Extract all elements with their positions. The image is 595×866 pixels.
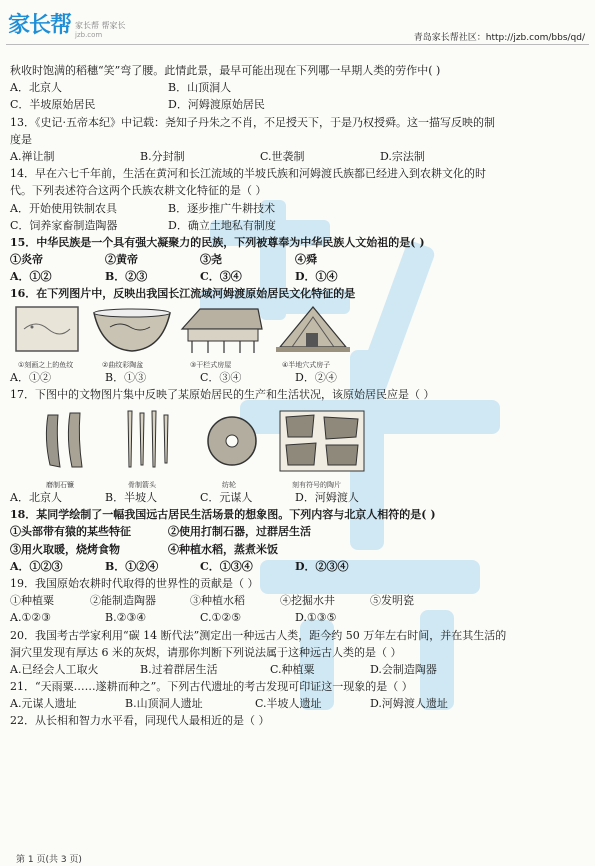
figure-caption-3: ③干栏式房屋 <box>190 360 232 369</box>
spinning-wheel-image <box>204 413 260 469</box>
question-20 <box>10 627 585 679</box>
question-13 <box>10 114 585 166</box>
item-2: ②使用打制石器，过群居生活 <box>168 525 311 539</box>
page-header <box>0 0 595 44</box>
fish-pattern-image <box>14 303 82 355</box>
figure-caption-2: 骨制箭头 <box>128 481 156 489</box>
figure-caption-4: ④半地穴式房子 <box>282 360 331 369</box>
option-a[interactable]: A．①② <box>10 270 52 284</box>
option-b[interactable]: B．半坡人 <box>105 491 158 504</box>
question-21 <box>10 678 585 712</box>
option-d[interactable]: D．②③④ <box>295 559 349 573</box>
question-13-stem: 13．《史记·五帝本纪》中记载：尧知子丹朱之不肖，不足授天下，于是乃权授舜。这一描写反映的制 <box>10 115 495 129</box>
question-15 <box>10 234 585 286</box>
item-5: ⑤发明瓷 <box>370 594 414 608</box>
question-20-stem-cont: 洞穴里发现有厚达 6 米的灰烬，请那你判断下列说法属于这种远古人类的是（ ） <box>10 645 402 659</box>
question-15-stem: 15．中华民族是一个具有强大凝聚力的民族，下列被尊奉为中华民族人文始祖的是( ) <box>10 235 425 249</box>
item-3: ③尧 <box>200 253 222 267</box>
option-d[interactable]: D.①③⑤ <box>295 611 337 625</box>
option-a[interactable]: A.元谋人遗址 <box>10 697 77 711</box>
logo-slogan: 家长帮 帮家长 <box>75 21 126 30</box>
option-a[interactable]: A．北京人 <box>10 81 62 95</box>
question-20-stem: 20．我国考古学家利用“碳 14 断代法”测定出一种远古人类，距今约 50 万年左右时间，并在其生活的 <box>10 628 507 642</box>
option-a[interactable]: A.已经会人工取火 <box>10 662 99 676</box>
option-c[interactable]: C．③④ <box>200 370 242 384</box>
option-c[interactable]: C.种植粟 <box>270 662 315 676</box>
option-c[interactable]: C.①②⑤ <box>200 611 242 625</box>
option-d[interactable]: D．①④ <box>295 270 338 284</box>
logo-site: jzb.com <box>75 31 103 39</box>
option-b[interactable]: B．②③ <box>105 270 148 284</box>
option-a[interactable]: A．北京人 <box>10 491 62 504</box>
page-number: 第 1 页(共 3 页) <box>16 855 82 865</box>
item-2: ②能制造陶器 <box>90 594 156 608</box>
option-b[interactable]: B．①③ <box>105 370 147 384</box>
question-17 <box>10 386 585 506</box>
option-c[interactable]: C.半坡人遗址 <box>255 697 322 711</box>
option-d[interactable]: D．河姆渡原始居民 <box>168 98 265 112</box>
option-b[interactable]: B．逐步推广牛耕技术 <box>168 201 276 215</box>
option-c[interactable]: C．饲养家畜制造陶器 <box>10 218 118 232</box>
option-a[interactable]: A.①②③ <box>10 611 52 625</box>
option-a[interactable]: A．①② <box>10 370 51 384</box>
option-b[interactable]: B.②③④ <box>105 611 147 625</box>
painted-pottery-basin-image <box>90 303 174 355</box>
option-c[interactable]: C.世袭制 <box>260 149 305 163</box>
stone-sickle-image <box>40 409 90 471</box>
community-link[interactable]: 青岛家长帮社区：http://jzb.com/bbs/qd/ <box>413 33 585 43</box>
figure-caption-3: 纺轮 <box>222 481 236 489</box>
option-b[interactable]: B.过着群居生活 <box>140 662 218 676</box>
figure-caption-4: 刻有符号的陶片 <box>292 481 341 489</box>
question-13-stem-cont: 度是 <box>10 132 32 146</box>
option-c[interactable]: C．半坡原始居民 <box>10 98 96 112</box>
option-d[interactable]: D.河姆渡人遗址 <box>370 697 448 711</box>
figure-caption-1: ①刻画之上的鱼纹 <box>18 360 74 369</box>
option-d[interactable]: D.会制造陶器 <box>370 662 437 676</box>
question-19-stem: 19．我国原始农耕时代取得的世界性的贡献是（ ） <box>10 576 259 590</box>
item-1: ①炎帝 <box>10 253 43 267</box>
question-12-tail <box>10 62 585 114</box>
question-16-figures <box>10 303 585 369</box>
option-c[interactable]: C．③④ <box>200 270 242 284</box>
question-17-stem: 17．下图中的文物图片集中反映了某原始居民的生产和生活状况，该原始居民应是（ ） <box>10 387 435 401</box>
question-14-stem-cont: 代。下列表述符合这两个氏族农耕文化特征的是（ ） <box>10 184 267 198</box>
question-14-stem: 14．早在六七千年前，生活在黄河和长江流域的半坡氏族和河姆渡氏族都已经进入到农耕文化的时 <box>10 167 486 181</box>
option-b[interactable]: B.山顶洞人遗址 <box>125 697 203 711</box>
question-16 <box>10 285 585 385</box>
item-3: ③种植水稻 <box>190 594 245 608</box>
question-17-figures <box>10 403 585 489</box>
question-22 <box>10 712 585 729</box>
question-12-stem: 秋收时饱满的稻穗“笑”弯了腰。此情此景，最早可能出现在下列哪一早期人类的劳作中( ) <box>10 64 441 77</box>
item-3: ③用火取暖，烧烤食物 <box>10 542 120 556</box>
question-18 <box>10 506 585 575</box>
item-1: ①种植粟 <box>10 594 54 608</box>
bone-arrowhead-image <box>120 409 176 471</box>
option-b[interactable]: B.分封制 <box>140 149 185 163</box>
header-divider <box>6 44 589 45</box>
option-a[interactable]: A.禅让制 <box>10 149 55 163</box>
option-d[interactable]: D．确立土地私有制度 <box>168 218 276 232</box>
question-14 <box>10 165 585 234</box>
option-b[interactable]: B．山顶洞人 <box>168 81 232 95</box>
option-a[interactable]: A．①②③ <box>10 559 63 573</box>
option-c[interactable]: C．①③④ <box>200 559 253 573</box>
exam-content <box>10 62 585 730</box>
item-2: ②黄帝 <box>105 253 138 267</box>
option-d[interactable]: D．②④ <box>295 370 337 384</box>
option-b[interactable]: B．①②④ <box>105 559 159 573</box>
option-d[interactable]: D．河姆渡人 <box>295 491 359 504</box>
inscribed-pottery-shards-image <box>278 409 366 473</box>
semi-underground-house-image <box>272 303 354 355</box>
question-19 <box>10 575 585 627</box>
question-21-stem: 21．“天雨粟……遂耕而种之”。下列古代遗址的考古发现可印证这一现象的是（ ） <box>10 680 413 694</box>
stilt-house-image <box>178 303 264 355</box>
figure-caption-1: 磨制石镰 <box>46 481 74 489</box>
logo-text: 家长帮 <box>8 13 72 38</box>
question-16-stem: 16．在下列图片中，反映出我国长江流域河姆渡原始居民文化特征的是 <box>10 287 356 301</box>
figure-caption-2: ②曲纹彩陶盆 <box>102 360 144 369</box>
item-1: ①头部带有猿的某些特征 <box>10 525 131 539</box>
question-18-stem: 18．某同学绘制了一幅我国远古居民生活场景的想象图。下列内容与北京人相符的是( ) <box>10 508 436 522</box>
option-a[interactable]: A．开始使用铁制农具 <box>10 201 117 215</box>
item-4: ④舜 <box>295 253 317 267</box>
option-c[interactable]: C．元谋人 <box>200 491 253 504</box>
jzb-logo[interactable] <box>8 8 126 39</box>
item-4: ④种植水稻，蒸煮米饭 <box>168 542 278 556</box>
question-22-stem: 22．从长相和智力水平看，同现代人最相近的是（ ） <box>10 714 270 728</box>
item-4: ④挖掘水井 <box>280 594 335 608</box>
option-d[interactable]: D.宗法制 <box>380 149 425 163</box>
